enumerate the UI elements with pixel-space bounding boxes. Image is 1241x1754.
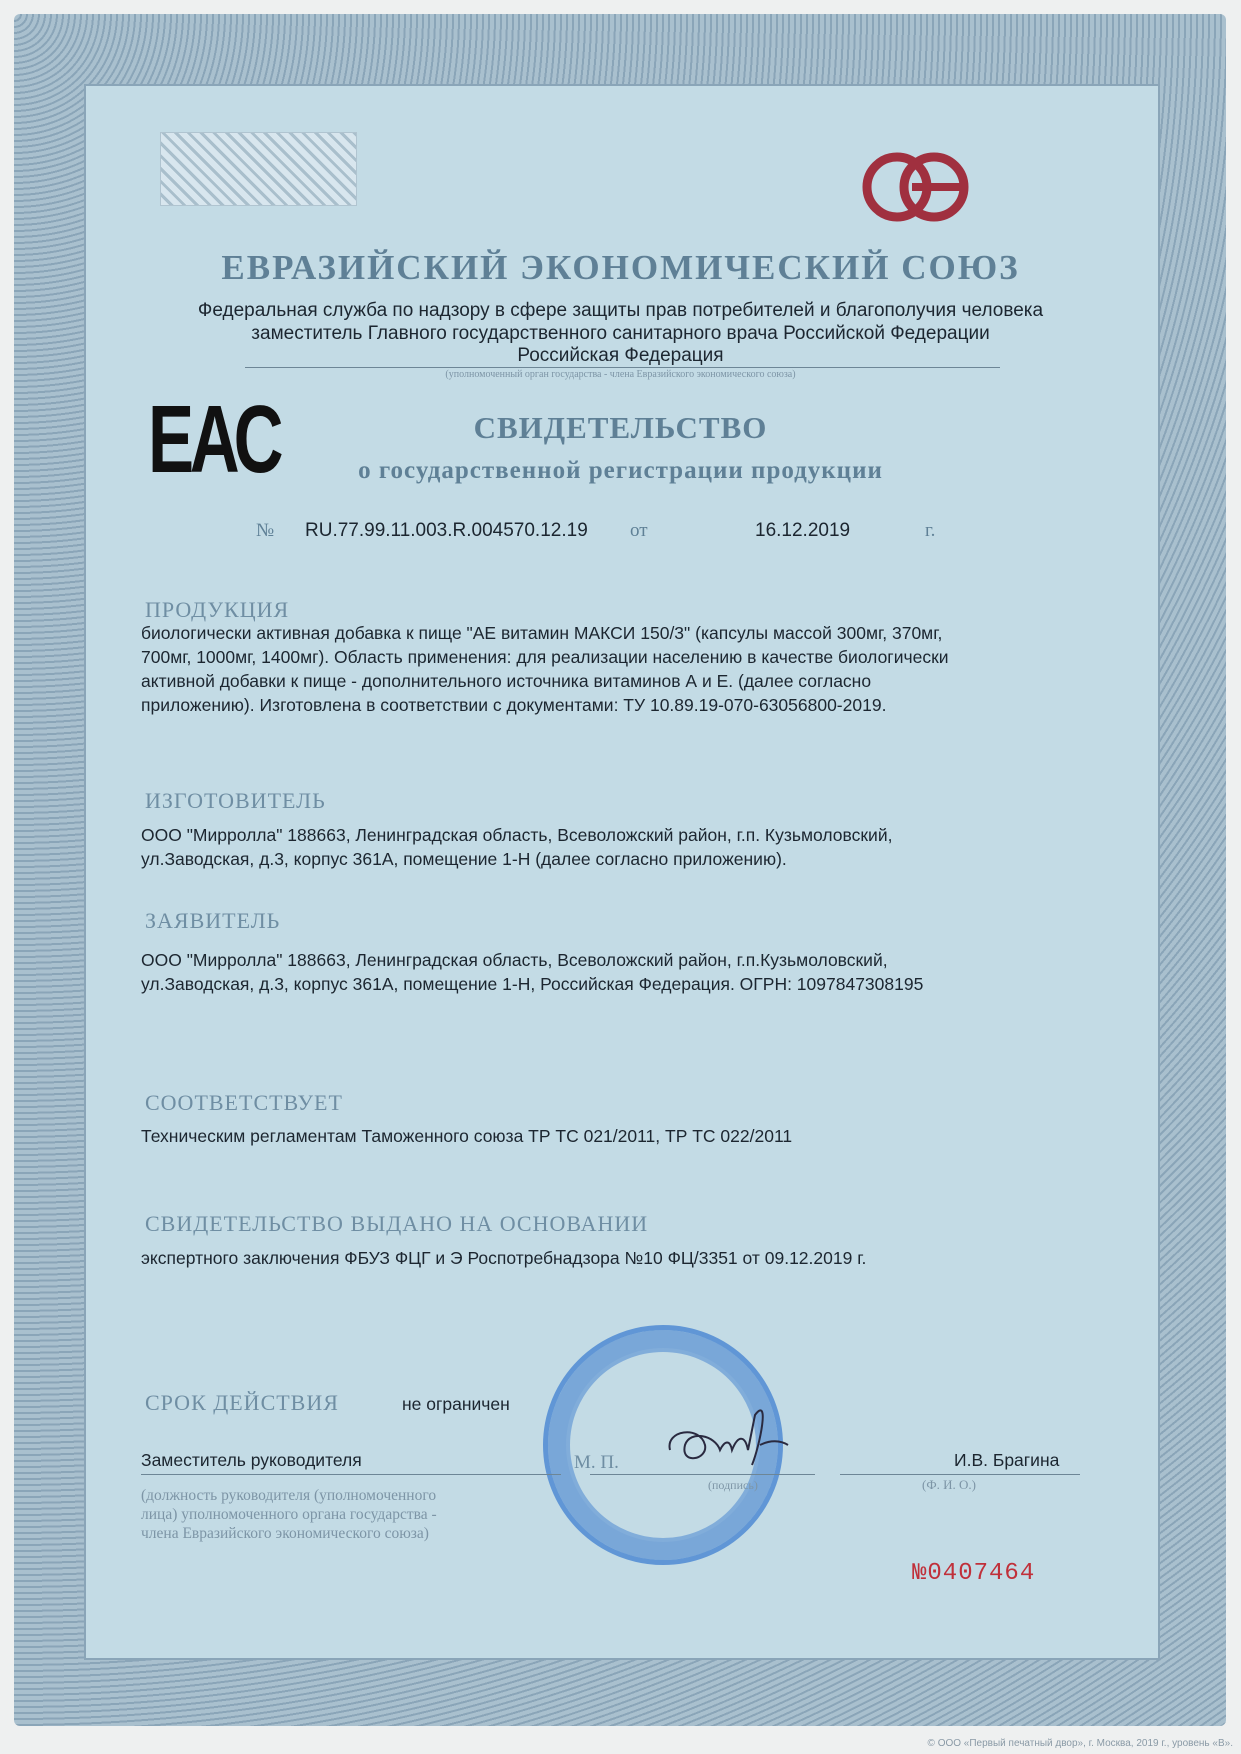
conforms-text: Техническим регламентам Таможенного союза ТР ТС 021/2011, ТР ТС 022/2011 <box>141 1126 793 1146</box>
basis-heading: СВИДЕТЕЛЬСТВО ВЫДАНО НА ОСНОВАНИИ <box>145 1211 649 1236</box>
applicant-line: ул.Заводская, д.3, корпус 361А, помещение 1-Н, Российская Федерация. ОГРН: 1097847308195 <box>141 974 924 994</box>
stamp-mark: М. П. <box>574 1452 619 1473</box>
product-text <box>141 621 949 717</box>
applicant-heading: ЗАЯВИТЕЛЬ <box>145 908 281 933</box>
signer-name: И.В. Брагина <box>954 1450 1060 1470</box>
product-line: активной добавки к пище - дополнительного источника витаминов А и Е. (далее согласно <box>141 671 872 691</box>
date-label: от <box>630 520 648 541</box>
se-logo <box>862 150 972 225</box>
product-line: биологически активная добавка к пище "АЕ витамин МАКСИ 150/3" (капсулы массой 300мг, 370мг, <box>141 623 943 643</box>
certificate-date: 16.12.2019 <box>755 520 851 541</box>
authority-line-3: Российская Федерация <box>517 345 724 366</box>
manufacturer-line: ООО "Мирролла" 188663, Ленинградская область, Всеволожский район, г.п. Кузьмоловский, <box>141 825 893 845</box>
authority-caption: (уполномоченный орган государства - члена Евразийского экономического союза) <box>445 369 796 380</box>
product-line: 700мг, 1000мг, 1400мг). Область применения: для реализации населению в качестве биологически <box>141 647 949 667</box>
product-line: приложению). Изготовлена в соответствии с документами: ТУ 10.89.19-070-63056800-2019. <box>141 695 887 715</box>
product-heading: ПРОДУКЦИЯ <box>145 597 290 622</box>
name-caption: (Ф. И. О.) <box>922 1477 976 1492</box>
form-number: №0407464 <box>912 1560 1036 1587</box>
validity-heading: СРОК ДЕЙСТВИЯ <box>145 1390 339 1415</box>
name-underline <box>840 1474 1080 1475</box>
manufacturer-heading: ИЗГОТОВИТЕЛЬ <box>145 788 326 813</box>
position-caption-line: (должность руководителя (уполномоченного <box>141 1487 437 1504</box>
basis-text: экспертного заключения ФБУЗ ФЦГ и Э Роспотребнадзора №10 ФЦ/3351 от 09.12.2019 г. <box>141 1248 867 1268</box>
applicant-line: ООО "Мирролла" 188663, Ленинградская область, Всеволожский район, г.п.Кузьмоловский, <box>141 950 888 970</box>
position-caption-line: члена Евразийского экономического союза) <box>141 1525 429 1542</box>
signer-position: Заместитель руководителя <box>141 1450 362 1470</box>
manufacturer-line: ул.Заводская, д.3, корпус 361А, помещение 1-Н (далее согласно приложению). <box>141 849 787 869</box>
printer-footer: © ООО «Первый печатный двор», г. Москва, 2019 г., уровень «В». <box>927 1738 1233 1749</box>
position-caption-line: лица) уполномоченного органа государства - <box>141 1506 437 1523</box>
validity-value: не ограничен <box>402 1394 510 1414</box>
certificate-number: RU.77.99.11.003.R.004570.12.19 <box>305 520 588 541</box>
signature-caption: (подпись) <box>708 1478 758 1492</box>
authority-line-1: Федеральная служба по надзору в сфере защиты прав потребителей и благополучия человека <box>197 300 1044 321</box>
position-underline <box>141 1474 561 1475</box>
number-label: № <box>256 520 275 541</box>
manufacturer-text <box>141 823 892 871</box>
certificate-title: СВИДЕТЕЛЬСТВО <box>473 410 768 445</box>
authority-line-2: заместитель Главного государственного санитарного врача Российской Федерации <box>251 323 990 344</box>
position-caption <box>141 1486 437 1543</box>
applicant-text <box>141 948 923 996</box>
union-title: ЕВРАЗИЙСКИЙ ЭКОНОМИЧЕСКИЙ СОЮЗ <box>221 248 1020 287</box>
eac-mark: ЕАС <box>148 386 280 493</box>
authority-underline <box>245 367 1000 368</box>
handwritten-signature <box>660 1395 810 1490</box>
hologram <box>160 132 357 206</box>
certificate-subtitle: о государственной регистрации продукции <box>358 457 883 484</box>
conforms-heading: СООТВЕТСТВУЕТ <box>145 1090 343 1115</box>
year-suffix: г. <box>925 520 936 541</box>
